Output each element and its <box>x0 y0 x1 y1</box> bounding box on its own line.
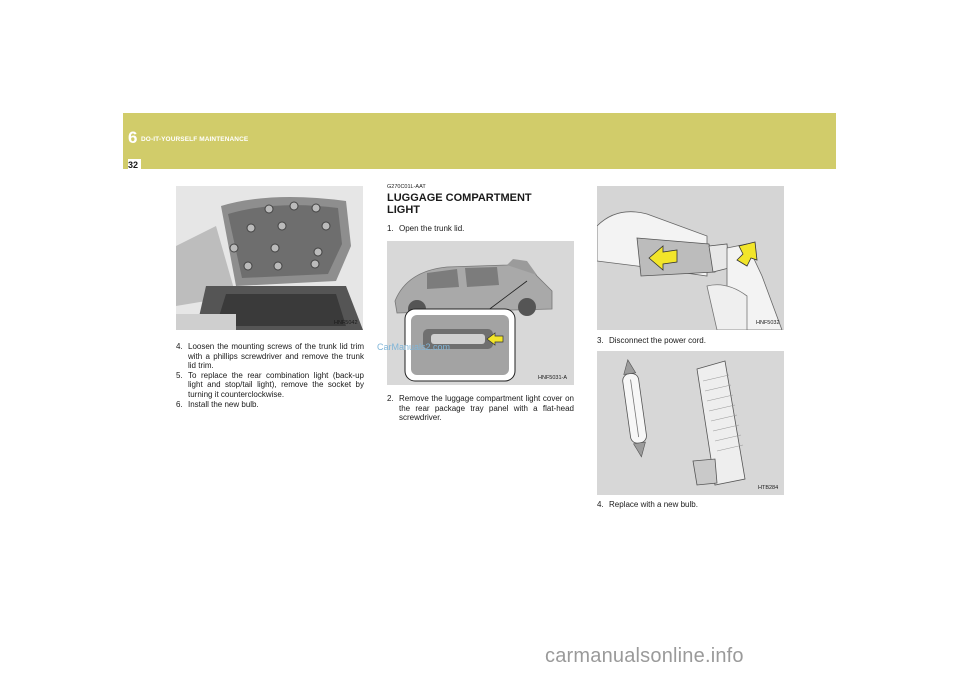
footer-watermark: carmanualsonline.info <box>545 645 744 667</box>
step-remove-cover <box>387 394 574 423</box>
step-open-trunk <box>387 224 574 234</box>
list-item: 3. Disconnect the power cord. <box>597 336 706 345</box>
list-item: 4. Replace with a new bulb. <box>597 500 698 509</box>
left-column-steps <box>176 342 364 409</box>
list-item: 2. Remove the luggage compartment light cover on the rear package tray panel with a flat-head screwdriver. <box>387 394 574 423</box>
list-item: 4. Loosen the mounting screws of the trunk lid trim with a phillips screwdriver and remove the trunk lid trim. <box>176 342 364 371</box>
list-item: 1. Open the trunk lid. <box>387 224 465 233</box>
figure-code: HNF5031-A <box>538 375 568 381</box>
power-cord-figure <box>597 186 784 330</box>
trunk-lid-figure <box>176 186 363 330</box>
list-item: 6. Install the new bulb. <box>176 399 259 409</box>
step-disconnect-cord <box>597 336 784 346</box>
page-number: 32 <box>128 159 141 170</box>
section-code: G270C01L-AAT <box>387 184 426 190</box>
section-title: LUGGAGE COMPARTMENT LIGHT <box>387 192 532 216</box>
list-item: 5. To replace the rear combination light (back-up light and stop/tail light), remove the socket by turning it counterclockwise. <box>176 370 364 399</box>
figure-code: HNF5042 <box>334 320 358 326</box>
step-replace-bulb <box>597 500 784 510</box>
watermark-small: CarManuals2.com <box>377 342 451 352</box>
luggage-light-figure <box>387 241 574 385</box>
chapter-title: DO-IT-YOURSELF MAINTENANCE <box>141 136 249 143</box>
figure-code: HNF5032 <box>756 320 780 326</box>
bulb-figure <box>597 351 784 495</box>
figure-code: HTB284 <box>758 485 779 491</box>
chapter-number: 6 <box>128 128 138 147</box>
